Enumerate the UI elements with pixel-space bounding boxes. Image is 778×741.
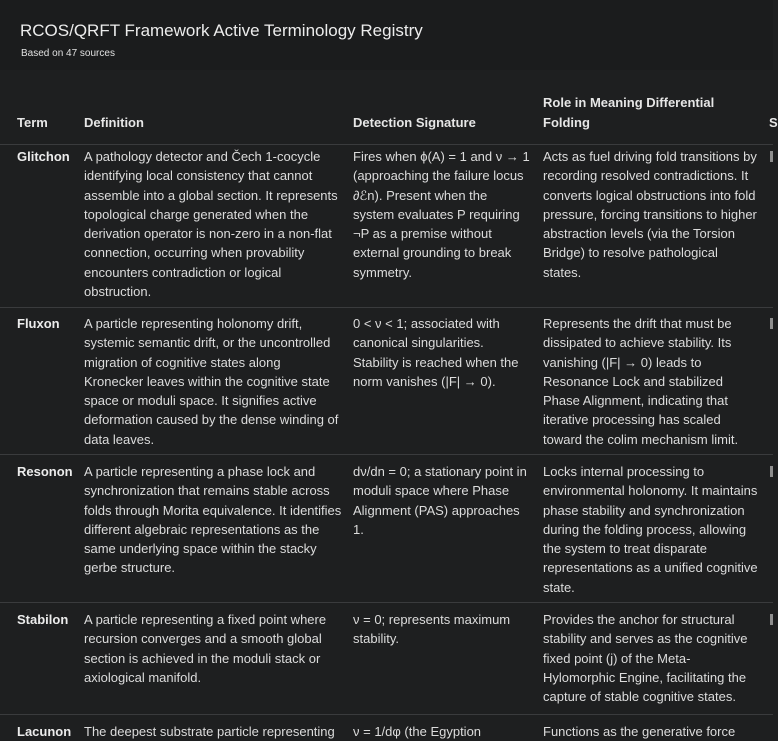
row-term: Lacunon bbox=[17, 724, 72, 739]
page-title: RCOS/QRFT Framework Active Terminology Registry bbox=[20, 21, 423, 40]
row-term: Resonon bbox=[17, 464, 73, 479]
column-header-role bbox=[543, 93, 753, 133]
row-divider bbox=[0, 714, 773, 715]
page-header bbox=[0, 0, 773, 70]
row-detection: dν/dn = 0; a stationary point in moduli space where Phase Alignment (PAS) approaches 1. bbox=[353, 464, 527, 537]
column-header-term: Term bbox=[17, 115, 48, 130]
column-header-detection: Detection Signature bbox=[353, 115, 476, 130]
column-header-role-line-1: Role in Meaning Differential bbox=[543, 95, 715, 110]
row-term: Glitchon bbox=[17, 149, 70, 164]
next-column-clip-mark bbox=[770, 466, 773, 477]
row-detection: ν = 1/dφ (the Egyption bbox=[353, 724, 482, 739]
row-definition: A particle representing a phase lock and synchronization that remains stable across folds through Morita equivalence. It identifies different algebraic representations as the same underlying space within the stacky gerbe structure. bbox=[84, 464, 342, 576]
next-column-clip-mark bbox=[770, 614, 773, 625]
next-column-clip-mark bbox=[770, 151, 773, 162]
row-detection: ν = 0; represents maximum stability. bbox=[353, 612, 511, 647]
row-definition: The deepest substrate particle representing bbox=[84, 724, 335, 739]
column-header-role-line-2: Folding bbox=[543, 115, 590, 130]
row-term: Fluxon bbox=[17, 316, 60, 331]
terminology-table bbox=[0, 70, 778, 739]
row-definition: A particle representing holonomy drift, systemic semantic drift, or the uncontrolled migration of cognitive states along Kronecker leaves within the cognitive state space or moduli space. It signifies active deformation caused by the dense winding of data leaves. bbox=[84, 316, 339, 447]
row-definition: A pathology detector and Čech 1-cocycle identifying local consistency that cannot assemble into a global section. It represents topological charge generated when the derivation operator is non-zero in a non-flat connection, occurring when provability encounters contradiction or logical obstruction. bbox=[84, 149, 338, 300]
row-role: Locks internal processing to environmental holonomy. It maintains phase stability and synchronization during the folding process, allowing the system to treat disparate representations as a unified cognitive state. bbox=[543, 464, 758, 595]
header-divider bbox=[0, 144, 773, 145]
row-role: Represents the drift that must be dissipated to achieve stability. Its vanishing (|F| → 0) leads to Resonance Lock and stabilized Phase Alignment, indicating that iterative processing has scaled toward the colim mechanism limit. bbox=[543, 316, 739, 447]
row-definition: A particle representing a fixed point where recursion converges and a smooth global section is achieved in the moduli stack or axiological manifold. bbox=[84, 612, 327, 685]
row-role: Provides the anchor for structural stability and serves as the cognitive fixed point (j) of the Meta-Hylomorphic Engine, facilitating the capture of stable cognitive states. bbox=[543, 612, 748, 705]
page-subtitle: Based on 47 sources bbox=[21, 48, 115, 59]
row-role: Functions as the generative force bbox=[543, 724, 736, 739]
next-column-clip-mark bbox=[770, 318, 773, 329]
row-role: Acts as fuel driving fold transitions by recording resolved contradictions. It converts logical obstructions into fold pressure, forcing transitions to higher abstraction levels (via the Torsion Bridge) to resolve pathological states. bbox=[543, 149, 757, 280]
row-divider bbox=[0, 602, 773, 603]
column-header-definition: Definition bbox=[84, 115, 144, 130]
column-header-next-clipped: S bbox=[769, 115, 778, 130]
row-divider bbox=[0, 307, 773, 308]
row-detection: Fires when ϕ(A) = 1 and ν → 1 (approaching the failure locus ∂ℰn). Present when the system evaluates P requiring ¬P as a premise without external grounding to break symmetry. bbox=[353, 149, 530, 280]
row-term: Stabilon bbox=[17, 612, 69, 627]
row-detection: 0 < ν < 1; associated with canonical singularities. Stability is reached when the norm vanishes (|F| → 0). bbox=[353, 316, 519, 389]
row-divider bbox=[0, 454, 773, 455]
